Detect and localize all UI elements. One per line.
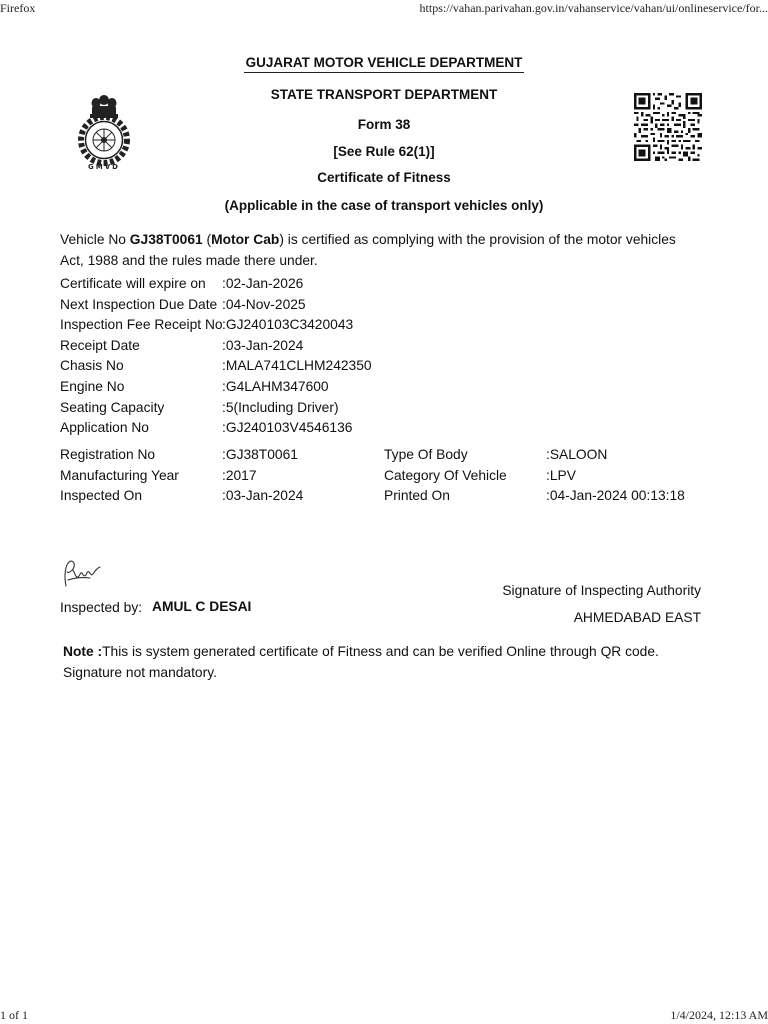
detail-value: :04-Nov-2025 (222, 297, 306, 312)
department-subtitle: STATE TRANSPORT DEPARTMENT (270, 87, 498, 102)
applicability-note: (Applicable in the case of transport vehicles only) (224, 198, 544, 213)
detail-label: Next Inspection Due Date (60, 297, 218, 312)
authority-signature-label: Signature of Inspecting Authority (502, 583, 701, 598)
certificate-heading: Certificate of Fitness (317, 170, 451, 185)
vehicle-number: GJ38T0061 (129, 232, 203, 247)
signature-image (60, 556, 106, 590)
vehicle-class: Motor Cab (211, 232, 280, 247)
page-count: 1 of 1 (0, 1008, 28, 1022)
gmvd-logo-icon (72, 92, 136, 172)
detail-value: :GJ240103C3420043 (222, 317, 354, 332)
inspected-by-label: Inspected by: (60, 600, 143, 615)
detail-value: :MALA741CLHM242350 (222, 358, 372, 373)
rule-reference: [See Rule 62(1)] (333, 144, 435, 159)
intro-paragraph: Vehicle No GJ38T0061 (Motor Cab) is certified as complying with the provision of the motor vehicles Act, 1988 and the rules made there under. (60, 232, 676, 268)
pair-value: :GJ38T0061 (222, 447, 298, 462)
pair-value: :2017 (222, 468, 257, 483)
form-number: Form 38 (357, 117, 411, 132)
pair-label: Registration No (60, 447, 156, 462)
logo-text: GMVD (88, 163, 120, 171)
detail-label: Seating Capacity (60, 400, 165, 415)
pair-label: Printed On (384, 488, 450, 503)
print-header-url: https://vahan.parivahan.gov.in/vahanservice/vahan/ui/onlineservice/for... (419, 1, 768, 15)
detail-value: :G4LAHM347600 (222, 379, 329, 394)
department-title: GUJARAT MOTOR VEHICLE DEPARTMENT (0, 55, 768, 70)
office-name: AHMEDABAD EAST (573, 610, 701, 625)
pair-value: :03-Jan-2024 (222, 488, 304, 503)
pair-label: Category Of Vehicle (384, 468, 507, 483)
detail-label: Inspection Fee Receipt No (60, 317, 223, 332)
pair-label: Inspected On (60, 488, 143, 503)
detail-label: Chasis No (60, 358, 124, 373)
detail-label: Certificate will expire on (60, 276, 206, 291)
print-header-app: Firefox (0, 1, 36, 15)
pair-value: :LPV (546, 468, 576, 483)
detail-label: Engine No (60, 379, 125, 394)
pair-value: :SALOON (546, 447, 608, 462)
pair-label: Type Of Body (384, 447, 468, 462)
inspector-name: AMUL C DESAI (152, 599, 252, 614)
pair-label: Manufacturing Year (60, 468, 179, 483)
detail-value: :02-Jan-2026 (222, 276, 304, 291)
note-text: This is system generated certificate of Fitness and can be verified Online through QR code. Signature not mandatory. (63, 644, 659, 680)
note-paragraph (63, 642, 703, 683)
pair-value: :04-Jan-2024 00:13:18 (546, 488, 685, 503)
detail-value: :5(Including Driver) (222, 400, 339, 415)
detail-label: Application No (60, 420, 149, 435)
note-label: Note : (63, 644, 103, 659)
detail-value: :GJ240103V4546136 (222, 420, 353, 435)
print-timestamp: 1/4/2024, 12:13 AM (670, 1008, 768, 1022)
detail-value: :03-Jan-2024 (222, 338, 304, 353)
detail-label: Receipt Date (60, 338, 140, 353)
